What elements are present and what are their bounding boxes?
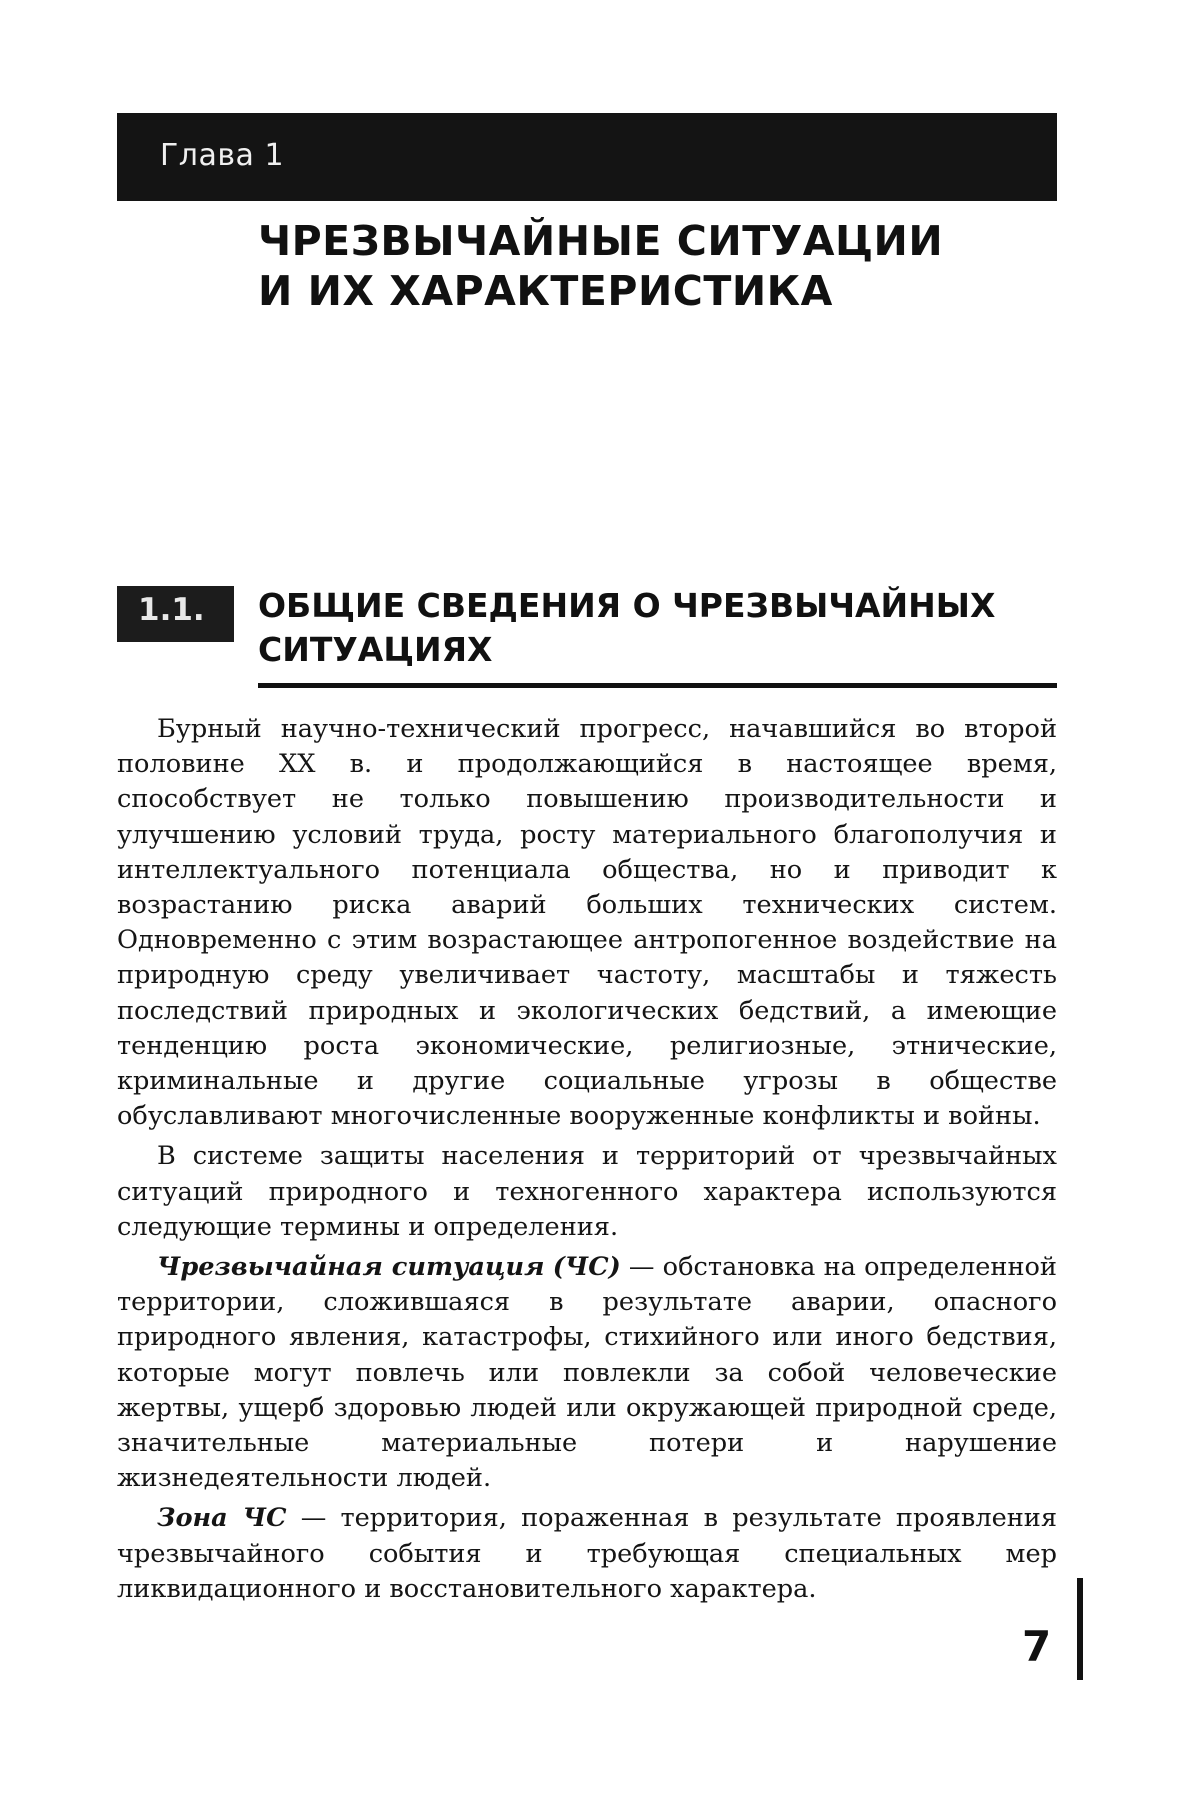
page-number: 7 bbox=[1022, 1622, 1052, 1671]
paragraph-2: В системе защиты населения и территорий от чрезвычайных ситуаций природного и техногенного характера используются следующие термины и определения. bbox=[117, 1141, 1057, 1242]
term-emergency-situation: Чрезвычайная ситуация bbox=[157, 1252, 545, 1283]
chapter-title bbox=[258, 216, 1018, 316]
definition-emergency-zone: — территория, пораженная в результате проявления чрезвычайного события и требующая специальных мер ликвидационного и восстановительного характера. bbox=[117, 1503, 1057, 1604]
paragraph-4-definition bbox=[117, 1501, 1057, 1607]
section-title-underline bbox=[258, 683, 1057, 688]
section-title-line-1: ОБЩИЕ СВЕДЕНИЯ О ЧРЕЗВЫЧАЙНЫХ bbox=[258, 586, 996, 625]
term-abbreviation: (ЧС) bbox=[552, 1252, 621, 1283]
chapter-label: Глава 1 bbox=[160, 138, 285, 173]
section-title-line-2: СИТУАЦИЯХ bbox=[258, 630, 493, 669]
body-text bbox=[117, 712, 1057, 1612]
paragraph-1: Бурный научно-технический прогресс, начавшийся во второй половине XX в. и продолжающийся в настоящее время, способствует не только повышению производительности и улучшению условий труда, росту материального благополучия и интеллектуального потенциала общества, но и приводит к возрастанию риска аварий больших технических систем. Одновременно с этим возрастающее антропогенное воздействие на природную среду увеличивает частоту, масштабы и тяжесть последствий природных и экологических бедствий, а имеющие тенденцию роста экономические, религиозные, этнические, криминальные и другие социальные угрозы в обществе обуславливают многочисленные вооруженные конфликты и войны. bbox=[117, 714, 1057, 1132]
term-emergency-zone: Зона ЧС bbox=[157, 1503, 287, 1534]
paragraph-3-definition bbox=[117, 1250, 1057, 1496]
section-title bbox=[258, 584, 1058, 672]
chapter-title-line-1: ЧРЕЗВЫЧАЙНЫЕ СИТУАЦИИ bbox=[258, 217, 944, 265]
chapter-title-line-2: И ИХ ХАРАКТЕРИСТИКА bbox=[258, 267, 833, 315]
section-number: 1.1. bbox=[138, 592, 205, 628]
page-edge-bar bbox=[1077, 1578, 1083, 1680]
definition-emergency-situation: — обстановка на определенной территории, сложившаяся в результате аварии, опасного природного явления, катастрофы, стихийного или иного бедствия, которые могут повлечь или повлекли за собой человеческие жертвы, ущерб здоровью людей или окружающей природной среде, значительные материальные потери и нарушение жизнедеятельности людей. bbox=[117, 1252, 1057, 1494]
